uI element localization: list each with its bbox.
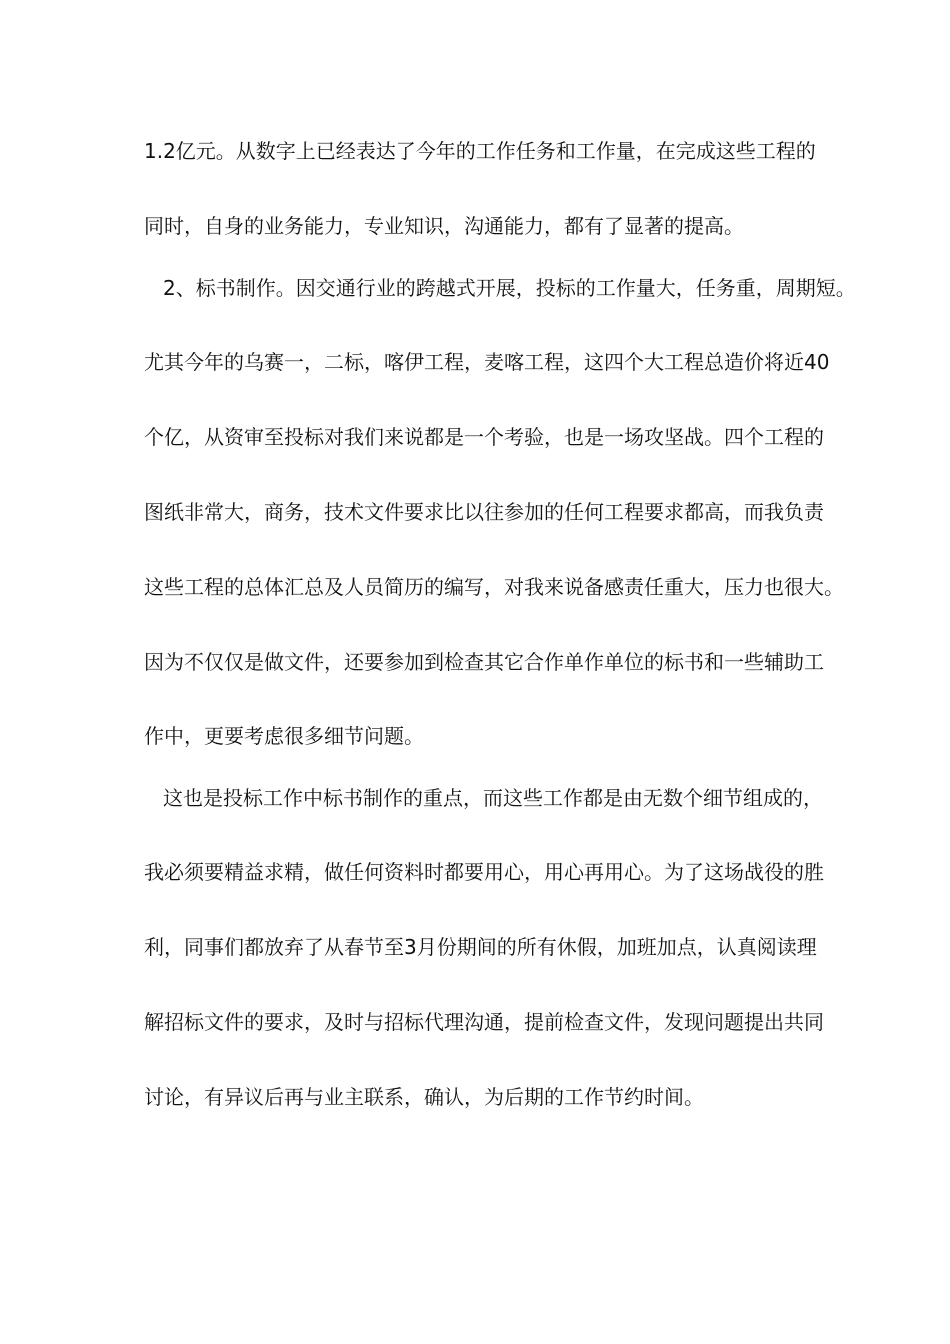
text-line-12: 利，同事们都放弃了从春节至3月份期间的所有休假，加班加点，认真阅读理 <box>144 935 817 959</box>
text-line-2: 同时，自身的业务能力，专业知识，沟通能力，都有了显著的提高。 <box>144 214 744 238</box>
text-line-6: 图纸非常大，商务，技术文件要求比以往参加的任何工程要求都高，而我负责 <box>144 500 824 524</box>
text-line-5: 个亿，从资审至投标对我们来说都是一个考验，也是一场攻坚战。四个工程的 <box>144 425 824 449</box>
text-line-3: 2、标书制作。因交通行业的跨越式开展，投标的工作量大，任务重，周期短。 <box>163 276 856 300</box>
text-line-7: 这些工程的总体汇总及人员简历的编写，对我来说备感责任重大，压力也很大。 <box>144 575 844 599</box>
text-line-13: 解招标文件的要求，及时与招标代理沟通，提前检查文件，发现问题提出共同 <box>144 1010 824 1034</box>
text-line-9: 作中，更要考虑很多细节问题。 <box>144 724 424 748</box>
text-line-8: 因为不仅仅是做文件，还要参加到检查其它合作单作单位的标书和一些辅助工 <box>144 650 824 674</box>
text-line-4: 尤其今年的乌赛一，二标，喀伊工程，麦喀工程，这四个大工程总造价将近40 <box>144 350 830 374</box>
text-line-11: 我必须要精益求精，做任何资料时都要用心，用心再用心。为了这场战役的胜 <box>144 860 824 884</box>
text-line-14: 讨论，有异议后再与业主联系，确认，为后期的工作节约时间。 <box>144 1085 704 1109</box>
text-line-10: 这也是投标工作中标书制作的重点，而这些工作都是由无数个细节组成的， <box>163 786 823 810</box>
text-line-1: 1.2亿元。从数字上已经表达了今年的工作任务和工作量，在完成这些工程的 <box>144 139 816 163</box>
